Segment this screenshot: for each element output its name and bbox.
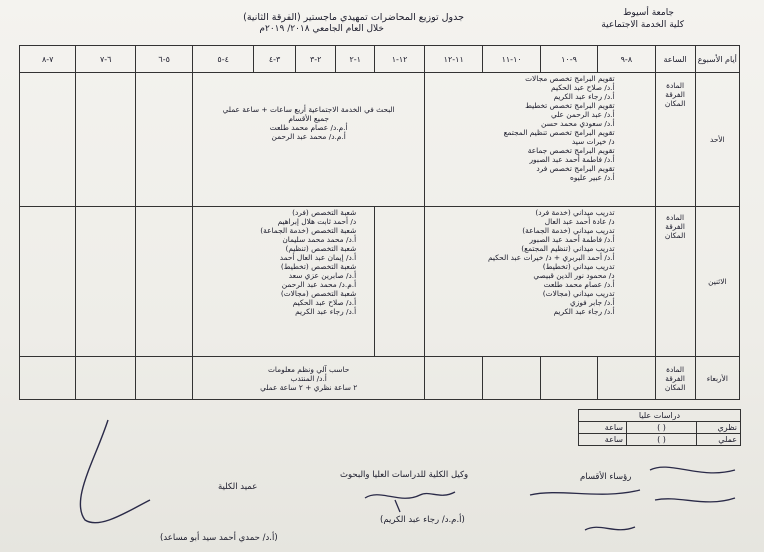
graduate-hours-title: دراسات عليا: [579, 410, 741, 422]
theory-unit: ساعة: [579, 422, 627, 434]
time-slot-header: ١-٢: [336, 46, 375, 73]
time-slot-header: ٤-٥: [193, 46, 254, 73]
department-heads-title: رؤساء الأقسام: [580, 472, 632, 482]
time-slot-header: ٣-٤: [253, 46, 295, 73]
subject-label: المادة الفرقة المكان: [655, 357, 695, 400]
subject-label: المادة الفرقة المكان: [655, 73, 695, 207]
sunday-morning-cell: تقويم البرامج تخصص مجالات أ.د/ صلاح عبد الحكيم أ.د/ رجاء عبد الكريم تقويم البرامج تخصص تخطيط أ.د/ عبد الرحمن علي أ.د/ سعودي محمد حسن تقويم البرامج تخصص تنظيم المجتمع د/ خيرات سيد تقويم البرامج تخصص جماعة أ.د/ فاطمة أحمد عبد الصبور تقويم البرامج تخصص فرد أ.د/ عبير عليوه: [424, 73, 655, 207]
wednesday-computer-cell: حاسب آلي ونظم معلومات أ.د/ المنتدب ٢ ساعة نظري + ٢ ساعة عملي: [193, 357, 425, 400]
hour-column-header: الساعة: [655, 46, 695, 73]
dean-signature: [80, 420, 150, 523]
practical-value: ( ): [627, 434, 697, 446]
subject-label: المادة الفرقة المكان: [655, 207, 695, 357]
time-slot-header: ١١-١٢: [424, 46, 482, 73]
vice-dean-name: (أ.م.د/ رجاء عبد الكريم): [380, 515, 465, 525]
practical-label: عملي: [697, 434, 741, 446]
time-slot-header: ٧-٨: [20, 46, 76, 73]
time-slot-header: ٥-٦: [135, 46, 192, 73]
time-slot-header: ٦-٧: [76, 46, 136, 73]
theory-value: ( ): [627, 422, 697, 434]
department-heads-signatures: [530, 467, 735, 530]
time-slot-header: ٩-١٠: [540, 46, 597, 73]
time-slot-header: ١٠-١١: [483, 46, 540, 73]
day-label-wednesday: الأربعاء: [695, 357, 739, 400]
sunday-afternoon-cell: البحث في الخدمة الاجتماعية أربع ساعات + ساعة عملي جميع الأقسام أ.م.د/ عصام محمد طلعت أ.م.د/ محمد عبد الرحمن: [193, 73, 425, 207]
dean-name: (أ.د/ حمدي أحمد سيد أبو مساعد): [160, 533, 278, 543]
time-slot-header: ٨-٩: [598, 46, 655, 73]
practical-unit: ساعة: [579, 434, 627, 446]
dean-title: عميد الكلية: [218, 482, 258, 492]
academic-year: خلال العام الجامعي ٢٠١٨/ ٢٠١٩م: [259, 24, 384, 34]
faculty-name: كلية الخدمة الاجتماعية: [601, 20, 684, 30]
university-name: جامعة أسيوط: [623, 8, 674, 18]
day-column-header: أيام الأسبوع: [695, 46, 739, 73]
day-label-monday: الاثنين: [695, 207, 739, 357]
day-label-sunday: الأحد: [695, 73, 739, 207]
document-title: جدول توزيع المحاضرات تمهيدي ماجستير (الفرقة الثانية): [243, 12, 464, 23]
time-slot-header: ٢-٣: [296, 46, 336, 73]
monday-morning-cell: تدريب ميداني (خدمة فرد) د/ عادة أحمد عبد العال تدريب ميداني (خدمة الجماعة) أ.د/ فاطمة أحمد عبد الصبور تدريب ميداني (تنظيم المجتمع) أ.د/ أحمد البربري + د/ خيرات عبد الحكيم تدريب ميداني (تخطيط) د/ محمود نور الدين قبيصي أ.د/ عصام محمد طلعت تدريب ميداني (مجالات) أ.د/ جابر فوزي أ.د/ رجاء عبد الكريم: [424, 207, 655, 357]
vice-dean-signature: [365, 492, 455, 512]
time-slot-header: ١٢-١: [375, 46, 425, 73]
vice-dean-title: وكيل الكلية للدراسات العليا والبحوث: [340, 470, 469, 480]
monday-afternoon-cell: شعبة التخصص (فرد) د/ أحمد ثابت هلال إبراهيم شعبة التخصص (خدمة الجماعة) أ.د/ محمد محمد سليمان شعبة التخصص (تنظيم) أ.د/ إيمان عبد العال أحمد شعبة التخصص (تخطيط) أ.د/ صابرين عزي سعد أ.م.د/ محمد عبد الرحمن شعبة التخصص (مجالات) أ.د/ صلاح عبد الحكيم أ.د/ رجاء عبد الكريم: [193, 207, 375, 357]
theory-label: نظري: [697, 422, 741, 434]
